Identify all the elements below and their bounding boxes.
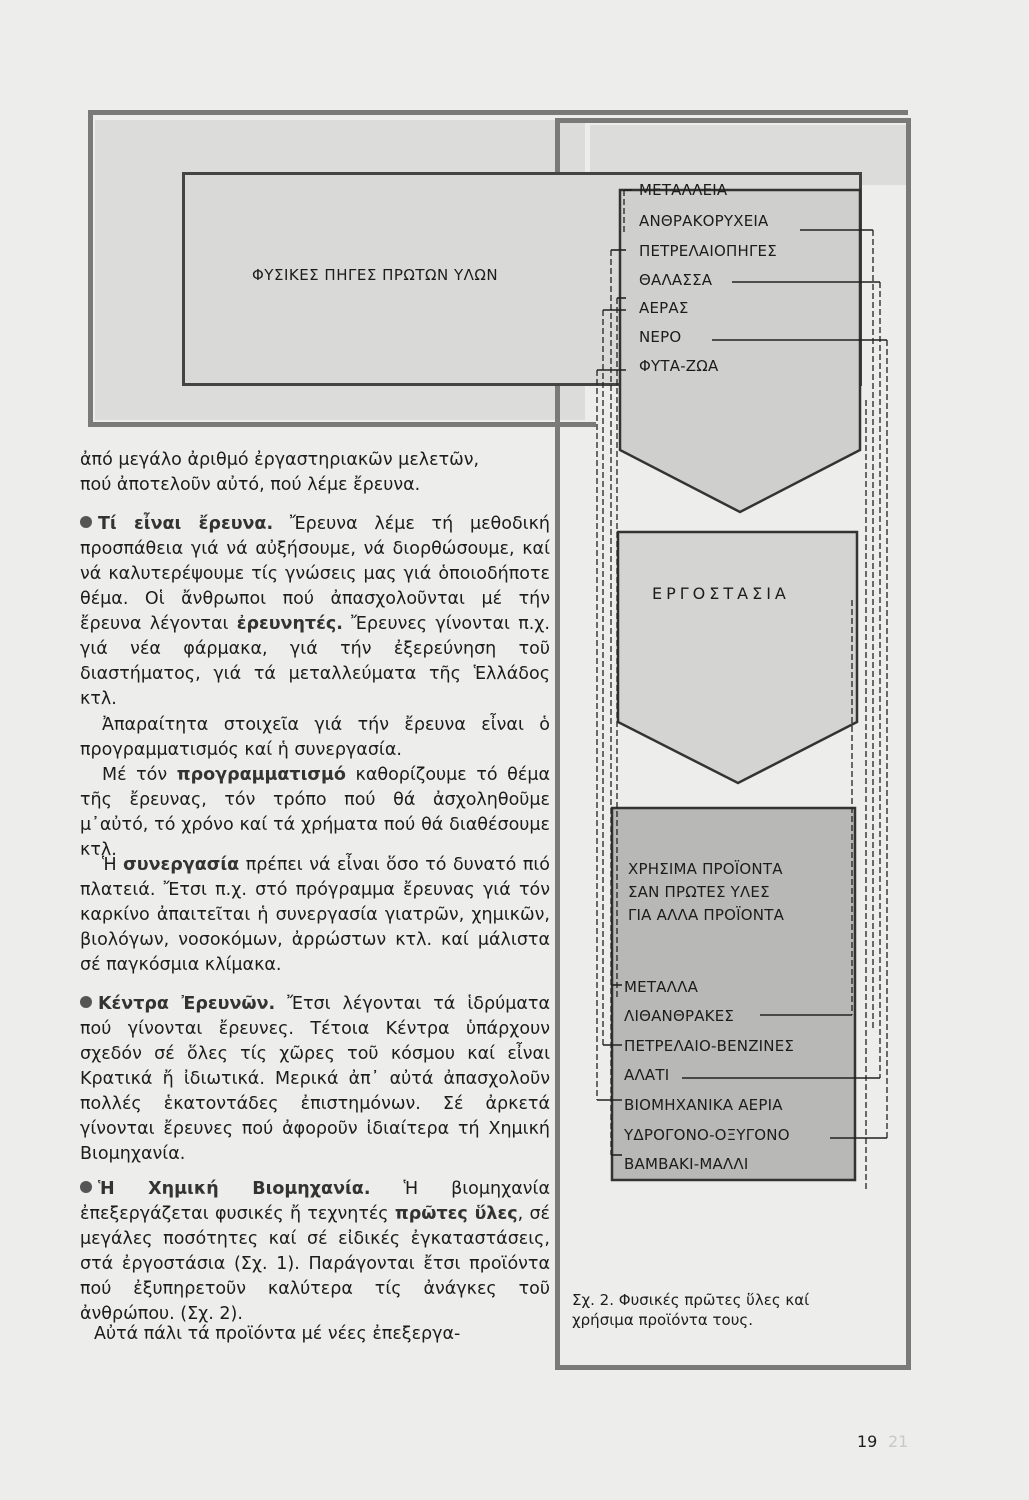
body-text: Μέ τόν — [102, 765, 177, 785]
bold-term: προγραμματισμό — [176, 765, 346, 785]
page-number: 19 — [857, 1432, 878, 1451]
source-label-plants-animals: ΦΥΤΑ-ΖΩΑ — [639, 357, 719, 375]
natural-sources-title: ΦΥΣΙΚΕΣ ΠΗΓΕΣ ΠΡΩΤΩΝ ΥΛΩΝ — [252, 266, 499, 284]
factories-arrow — [618, 532, 857, 783]
products-title-line-1: ΧΡΗΣΙΜΑ ΠΡΟΪΟΝΤΑ — [628, 860, 783, 878]
paragraph-essentials — [80, 713, 550, 763]
caption-line-1: Σχ. 2. Φυσικές πρῶτες ὕλες καί — [572, 1291, 810, 1309]
source-label-air: ΑΕΡΑΣ — [639, 299, 689, 317]
product-label-metals: ΜΕΤΑΛΛΑ — [624, 978, 699, 996]
paragraph-what-is-research — [80, 512, 550, 712]
source-label-sea: ΘΑΛΑΣΣΑ — [639, 271, 713, 289]
caption-line-2: χρήσιμα προϊόντα τους. — [572, 1311, 753, 1329]
section-heading: Κέντρα Ἐρευνῶν. — [98, 994, 276, 1014]
body-text: Ἡ — [102, 855, 124, 875]
source-label-water: ΝΕΡΟ — [639, 328, 682, 346]
section-heading: Τί εἶναι ἔρευνα. — [98, 514, 274, 534]
bullet-icon — [80, 516, 92, 528]
product-label-cotton-wool: ΒΑΜΒΑΚΙ-ΜΑΛΛΙ — [624, 1155, 749, 1173]
body-text: Ἔρευνες γίνονται π.χ. γιά νέα φάρμακα, γιά τήν ἐξερεύνηση τοῦ διαστήματος, γιά τά μεταλλεύματα τῆς Ἑλλάδος κτλ. — [80, 614, 550, 709]
bullet-icon — [80, 1181, 92, 1193]
bold-term: συνεργασία — [123, 855, 240, 875]
product-label-coal: ΛΙΘΑΝΘΡΑΚΕΣ — [624, 1007, 735, 1025]
body-text: Ἔρευνα λέμε τή μεθοδική προσπάθεια γιά νά αὐξήσουμε, νά διορθώσουμε, καί νά καλυτερέψουμε τίς γνώσεις μας γιά ὁποιοδήποτε θέμα. Οἱ ἄνθρωποι πού ἀπασχολοῦνται μέ τήν ἔρευνα λέγονται — [80, 514, 550, 634]
body-text: Ἡ βιομηχανία ἐπεξεργάζεται φυσικές ἤ τεχνητές — [80, 1179, 550, 1224]
intro-line-2: πού ἀποτελοῦν αὐτό, πού λέμε ἔρευνα. — [80, 475, 421, 495]
product-label-hydrogen-oxygen: ΥΔΡΟΓΟΝΟ-ΟΞΥΓΟΝΟ — [624, 1126, 790, 1144]
paragraph-intro — [80, 448, 550, 498]
section-heading: Ἡ Χημική Βιομηχανία. — [98, 1179, 371, 1199]
source-label-coal-mines: ΑΝΘΡΑΚΟΡΥΧΕΙΑ — [639, 212, 769, 230]
product-label-industrial-gases: ΒΙΟΜΗΧΑΝΙΚΑ ΑΕΡΙΑ — [624, 1096, 783, 1114]
body-text: Αὐτά πάλι τά προϊόντα μέ νέες ἐπεξεργα- — [94, 1324, 461, 1344]
product-label-petroleum: ΠΕΤΡΕΛΑΙΟ-ΒΕΝΖΙΝΕΣ — [624, 1037, 795, 1055]
intro-line-1: ἀπό μεγάλο ἀριθμό ἐργαστηριακῶν μελετῶν, — [80, 450, 480, 470]
body-text: πρέπει νά εἶναι ὅσο τό δυνατό πιό πλατειά. Ἔτσι π.χ. στό πρόγραμμα ἔρευνας γιά τόν καρκίνο ἀπαιτεῖται ἡ συνεργασία γιατρῶν, χημικῶν, βιολόγων, νοσοκόμων, ἀρρώστων κτλ. καί μάλιστα σέ παγκόσμια κλίμακα. — [80, 855, 551, 975]
page-number-bleed: 21 — [888, 1432, 909, 1451]
paragraph-cooperation — [80, 853, 550, 978]
source-label-mines: ΜΕΤΑΛΛΕΙΑ — [639, 181, 728, 199]
body-text: καθορίζουμε τό θέμα τῆς ἔρευνας, τόν τρόπο πού θά ἀσχοληθοῦμε μ᾽αὐτό, τό χρόνο καί τά χρήματα πού θά διαθέσουμε κτλ. — [80, 765, 551, 860]
source-label-oil-wells: ΠΕΤΡΕΛΑΙΟΠΗΓΕΣ — [639, 242, 777, 260]
sources-arrow — [620, 190, 860, 512]
bold-term: ἐρευνητές. — [236, 614, 343, 634]
bold-term: πρῶτες ὕλες — [394, 1204, 518, 1224]
product-label-salt: ΑΛΑΤΙ — [624, 1066, 670, 1084]
paragraph-research-centers — [80, 992, 550, 1167]
figure-caption — [572, 1290, 872, 1330]
paragraph-continuation — [80, 1322, 550, 1347]
products-title-line-3: ΓΙΑ ΑΛΛΑ ΠΡΟΪΟΝΤΑ — [628, 906, 785, 924]
paragraph-planning — [80, 763, 550, 863]
bullet-icon — [80, 996, 92, 1008]
paragraph-chemical-industry — [80, 1177, 550, 1327]
body-text: , σέ μεγάλες ποσότητες καί σέ εἰδικές ἐγκαταστάσεις, στά ἐργοστάσια (Σχ. 1). Παράγονται ἔτσι προϊόντα πού ἐξυπηρετοῦν καλύτερα τίς ἀνάγκες τοῦ ἀνθρώπου. (Σχ. 2). — [80, 1204, 551, 1324]
factories-label: ΕΡΓΟΣΤΑΣΙΑ — [652, 584, 790, 603]
products-title-line-2: ΣΑΝ ΠΡΩΤΕΣ ΥΛΕΣ — [628, 883, 770, 901]
body-text: Ἔτσι λέγονται τά ἱδρύματα πού γίνονται ἔρευνες. Τέτοια Κέντρα ὑπάρχουν σχεδόν σέ ὅλες τίς χῶρες τοῦ κόσμου καί εἶναι Κρατικά ἤ ἰδιωτικά. Μερικά ἀπ᾽ αὐτά ἀπασχολοῦν πολλές ἑκατοντάδες ἐπιστημόνων. Σέ ἀρκετά γίνονται ἔρευνες πού ἀφοροῦν ἰδιαίτερα τή Χημική Βιομηχανία. — [80, 994, 550, 1164]
body-text: Ἀπαραίτητα στοιχεῖα γιά τήν ἔρευνα εἶναι ὁ προγραμματισμός καί ἡ συνεργασία. — [80, 715, 550, 760]
